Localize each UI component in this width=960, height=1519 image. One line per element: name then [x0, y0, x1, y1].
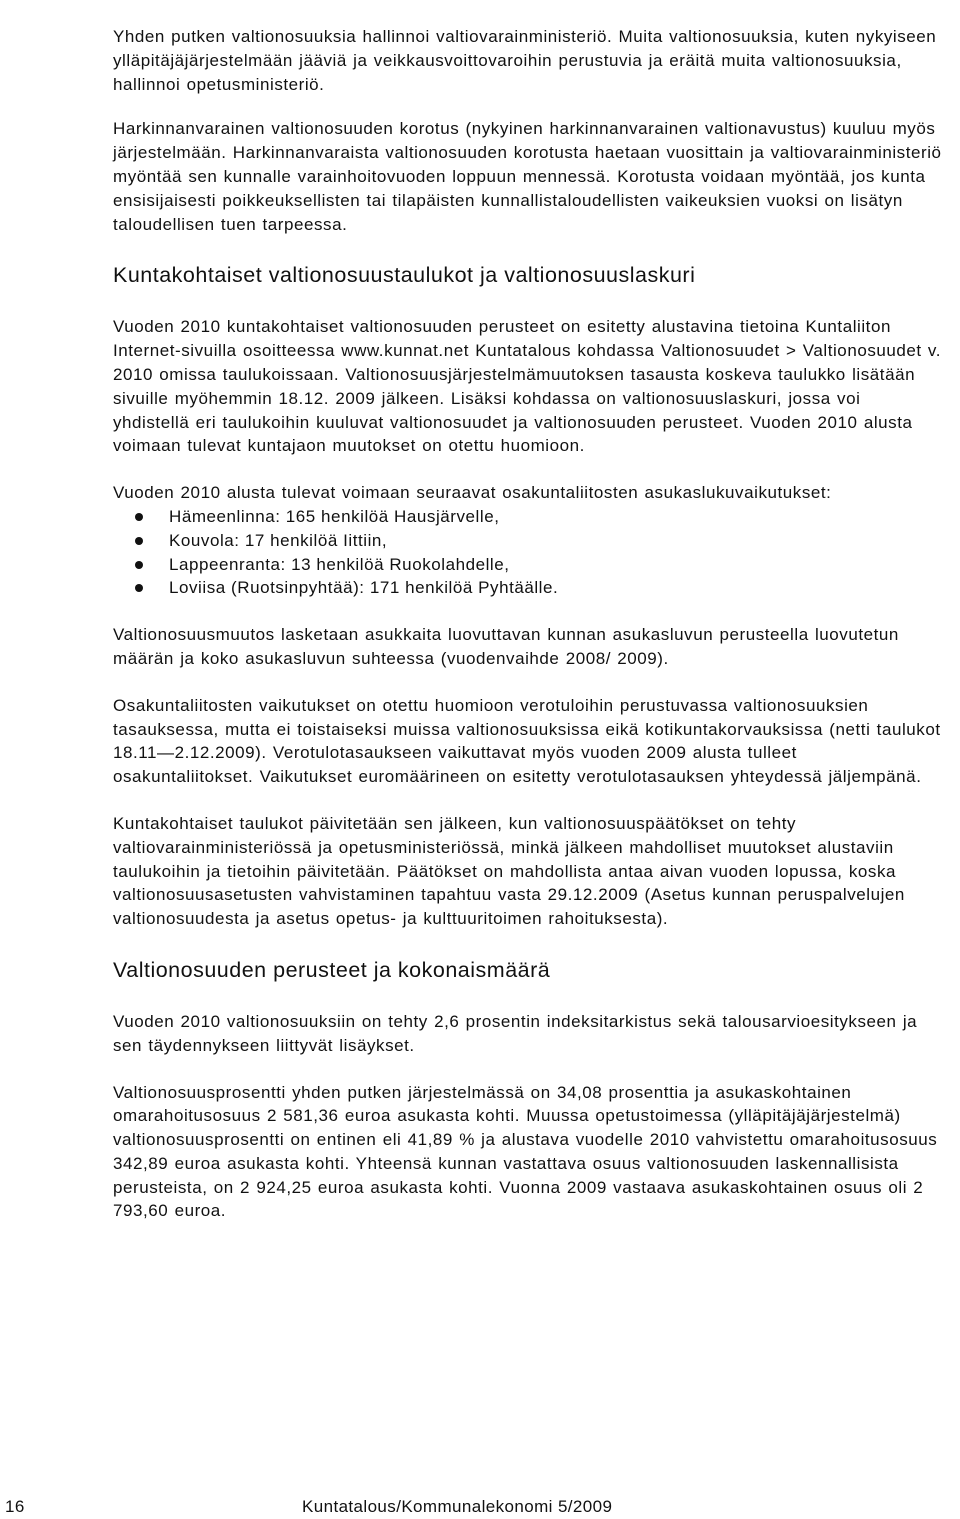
list-item — [113, 529, 943, 553]
paragraph-tables-website: Vuoden 2010 kuntakohtaiset valtionosuuden perusteet on esitetty alustavina tietoina Kuntaliiton Internet-sivuilla osoitteessa www.kunnat.net Kuntatalous kohdassa Valtionosuudet > Valtionosuudet v. 2010 omissa taulukoissaan. Valtionosuusjärjestelmämuutoksen tasausta koskeva taulukko lisätään sivuille myöhemmin 18.12. 2009 jälkeen. Lisäksi kohdassa on valtionosuuslaskuri, jossa voi yhdistellä eri taulukoihin kuuluvat valtionosuudet ja valtionosuuden perusteet. Vuoden 2010 alusta voimaan tulevat kuntajaon muutokset on otettu huomioon. — [113, 317, 941, 456]
list-item-text: Loviisa (Ruotsinpyhtää): 171 henkilöä Pyhtäälle. — [169, 578, 559, 598]
heading-basis-total: Valtionosuuden perusteet ja kokonaismäärä — [113, 957, 551, 982]
bullet-icon — [135, 537, 143, 545]
paragraph-tax-equalization: Osakuntaliitosten vaikutukset on otettu huomioon verotuloihin perustuvassa valtionosuuksien tasauksessa, mutta ei toistaiseksi muissa valtionosuuksissa eikä kotikuntakorvauksissa (netti taulukot 18.11—2.12.2009). Verotulotasaukseen vaikuttavat myös vuoden 2009 alusta tulleet osakuntaliitokset. Vaikutukset euromäärineen on esitetty verotulotasauksen yhteydessä jäljempänä. — [113, 695, 941, 787]
paragraph-calculation-basis: Valtionosuusmuutos lasketaan asukkaita luovuttavan kunnan asukasluvun perusteella luovutetun määrän ja koko asukasluvun suhteessa (vuodenvaihde 2008/ 2009). — [113, 625, 899, 668]
paragraph-index-adjustment: Vuoden 2010 valtionosuuksiin on tehty 2,6 prosentin indeksitarkistus sekä talousarvioesitykseen ja sen täydennykseen liittyvät lisäykset. — [113, 1011, 918, 1055]
paragraph-municipal-mergers-intro: Vuoden 2010 alusta tulevat voimaan seuraavat osakuntaliitosten asukaslukuvaikutukset: — [113, 483, 832, 503]
list-item-text: Lappeenranta: 13 henkilöä Ruokolahdelle, — [169, 554, 510, 574]
bullet-icon — [135, 584, 143, 592]
paragraph-ministries: Yhden putken valtionosuuksia hallinnoi valtiovarainministeriö. Muita valtionosuuksia, kuten nykyiseen ylläpitäjäjärjestelmään jääviä ja veikkausvoittovaroihin perustuvia ja eräitä muita valtionosuuksia, hallinnoi opetusministeriö. — [113, 27, 937, 94]
list-item — [113, 553, 943, 577]
page-number: 16 — [5, 1497, 25, 1516]
bullet-icon — [135, 561, 143, 569]
merger-list — [113, 505, 943, 600]
document-body — [113, 25, 943, 1223]
heading-tables-calculator: Kuntakohtaiset valtionosuustaulukot ja valtionosuuslaskuri — [113, 263, 696, 288]
paragraph-discretionary-increase: Harkinnanvarainen valtionosuuden korotus (nykyinen harkinnanvarainen valtionavustus) kuuluu myös järjestelmään. Harkinnanvaraista valtionosuuden korotusta haetaan vuosittain ja valtiovarainministeriö myöntää sen kunnalle varainhoitovuoden loppuun mennessä. Korotusta voidaan myöntää, jos kunta ensisijaisesti poikkeuksellisten tai tilapäisten kunnallistaloudellisten vaikeuksien vuoksi on lisätyn taloudellisen tuen tarpeessa. — [113, 119, 942, 234]
list-item-text: Hämeenlinna: 165 henkilöä Hausjärvelle, — [169, 506, 500, 526]
list-item — [113, 576, 943, 600]
journal-title: Kuntatalous/Kommunalekonomi 5/2009 — [302, 1497, 613, 1516]
paragraph-table-updates: Kuntakohtaiset taulukot päivitetään sen jälkeen, kun valtionosuuspäätökset on tehty valtiovarainministeriössä ja opetusministeriössä, minkä jälkeen mahdolliset muutokset alustaviin taulukoihin ja tietoihin päivitetään. Päätökset on mahdollista antaa aivan vuoden lopussa, koska valtionosuusasetusten vahvistaminen tapahtuu vasta 29.12.2009 (Asetus kunnan peruspalvelujen valtionosuudesta ja asetus opetus- ja kulttuuritoimen rahoituksesta). — [113, 813, 905, 929]
list-item-text: Kouvola: 17 henkilöä Iittiin, — [169, 530, 388, 550]
bullet-icon — [135, 513, 143, 521]
list-item — [113, 505, 943, 529]
paragraph-percentages: Valtionosuusprosentti yhden putken järjestelmässä on 34,08 prosenttia ja asukaskohtainen omarahoitusosuus 2 581,36 euroa asukasta kohti. Muussa opetustoimessa (ylläpitäjäjärjestelmä) valtionosuusprosentti on entinen eli 41,89 % ja alustava vuodelle 2010 vahvistettu omarahoitusosuus 342,89 euroa asukasta kohti. Yhteensä kunnan vastattava osuus valtionosuuden laskennallisista perusteista, on 2 924,25 euroa asukasta kohti. Vuonna 2009 vastaava asukaskohtainen osuus oli 2 793,60 euroa. — [113, 1082, 938, 1221]
